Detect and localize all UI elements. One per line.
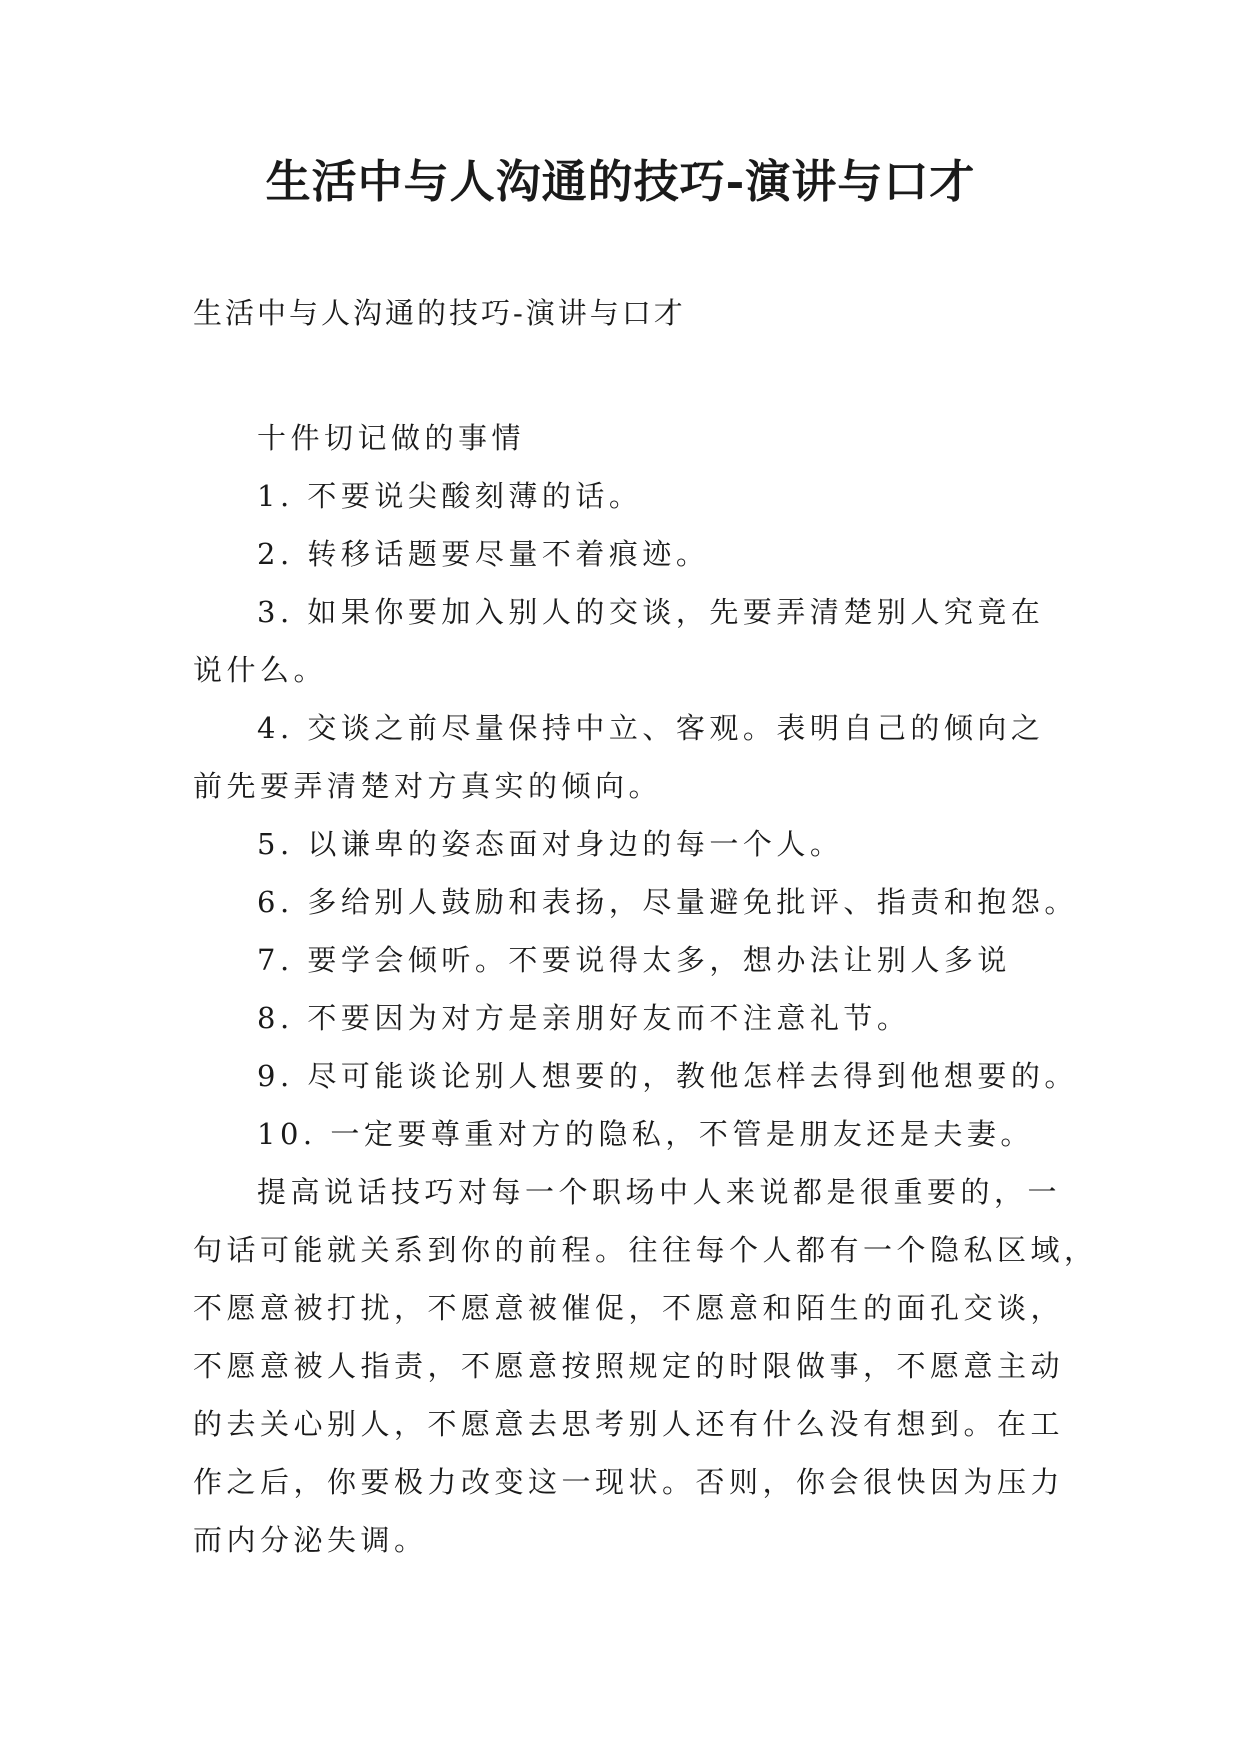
list-item-line: 5. 以谦卑的姿态面对身边的每一个人。: [257, 827, 844, 861]
paragraph-line: 的去关心别人，不愿意去思考别人还有什么没有想到。在工: [193, 1407, 1065, 1441]
document-subtitle: 生活中与人沟通的技巧-演讲与口才: [193, 296, 686, 330]
list-item-line: 10. 一定要尊重对方的隐私，不管是朋友还是夫妻。: [257, 1117, 1034, 1151]
list-item-line: 说什么。: [193, 653, 328, 687]
paragraph-line: 提高说话技巧对每一个职场中人来说都是很重要的，一: [257, 1175, 1062, 1209]
list-item: [193, 1105, 1063, 1163]
list-item: [193, 931, 1063, 989]
list-item: [193, 873, 1078, 931]
list-heading-text: 十件切记做的事情: [257, 421, 526, 455]
list-item-line: 3. 如果你要加入别人的交谈，先要弄清楚别人究竟在: [257, 595, 1045, 629]
list-heading: [193, 409, 1063, 467]
list-item-line: 8. 不要因为对方是亲朋好友而不注意礼节。: [257, 1001, 911, 1035]
list-item: [193, 467, 1063, 525]
list-item-line: 6. 多给别人鼓励和表扬，尽量避免批评、指责和抱怨。: [257, 885, 1078, 919]
list-item: [193, 699, 1063, 815]
paragraph-line: 句话可能就关系到你的前程。往往每个人都有一个隐私区域，: [193, 1233, 1098, 1267]
list-item-line: 4. 交谈之前尽量保持中立、客观。表明自己的倾向之: [257, 711, 1045, 745]
paragraph-line: 而内分泌失调。: [193, 1523, 428, 1557]
list-item-line: 9. 尽可能谈论别人想要的，教他怎样去得到他想要的。: [257, 1059, 1078, 1093]
paragraph-line: 作之后，你要极力改变这一现状。否则，你会很快因为压力: [193, 1465, 1065, 1499]
list-item: [193, 583, 1063, 699]
document-title: 生活中与人沟通的技巧-演讲与口才: [265, 155, 976, 208]
list-item: [193, 989, 1063, 1047]
closing-paragraph: [193, 1163, 1098, 1569]
list-item-line: 7. 要学会倾听。不要说得太多，想办法让别人多说: [257, 943, 1011, 977]
list-item-line: 前先要弄清楚对方真实的倾向。: [193, 769, 663, 803]
document-body: [193, 409, 1098, 1569]
list-item-line: 2. 转移话题要尽量不着痕迹。: [257, 537, 710, 571]
list-item: [193, 815, 1063, 873]
list-item: [193, 1047, 1078, 1105]
paragraph-line: 不愿意被打扰，不愿意被催促，不愿意和陌生的面孔交谈，: [193, 1291, 1065, 1325]
list-item-line: 1. 不要说尖酸刻薄的话。: [257, 479, 643, 513]
paragraph-line: 不愿意被人指责，不愿意按照规定的时限做事，不愿意主动: [193, 1349, 1065, 1383]
list-item: [193, 525, 1063, 583]
